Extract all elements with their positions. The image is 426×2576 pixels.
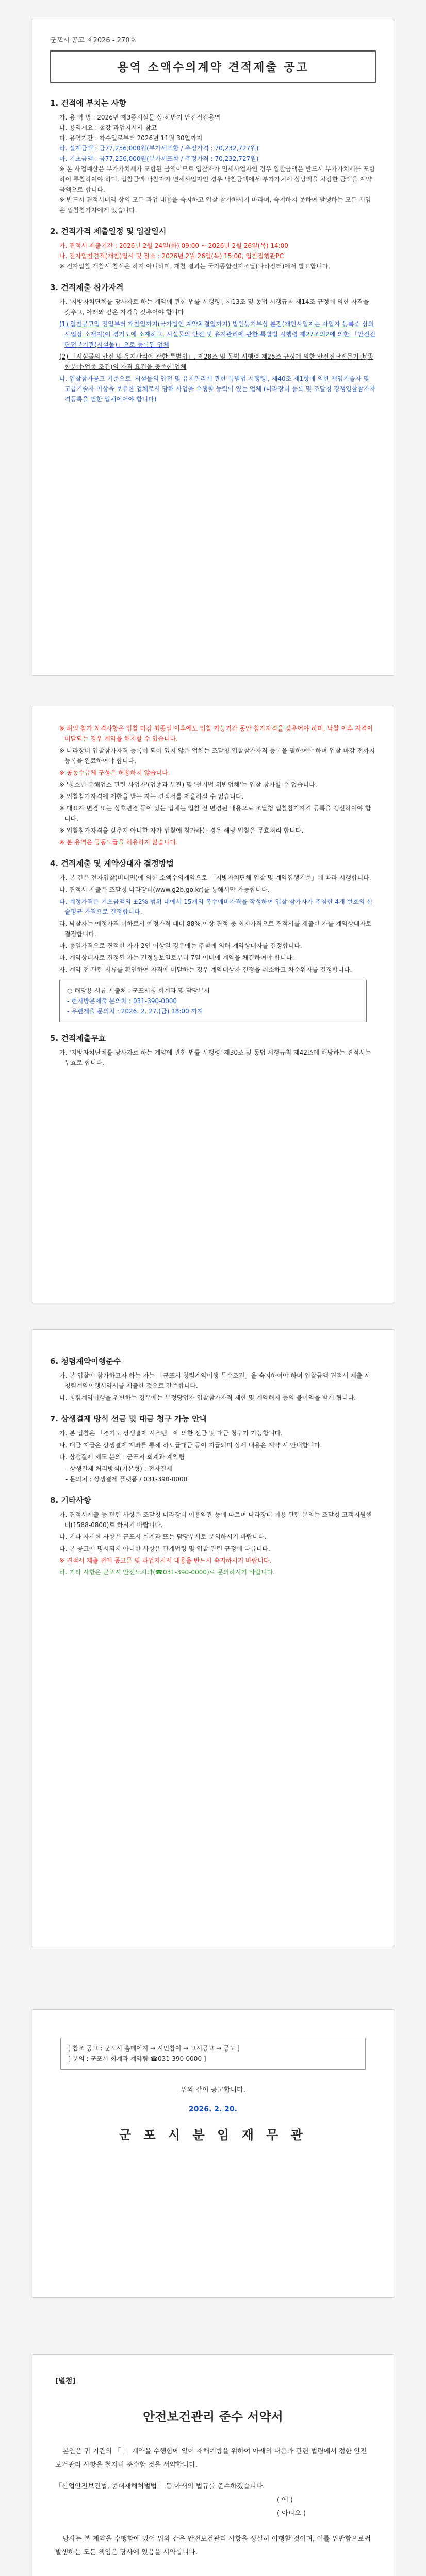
sec3-item (55, 351, 376, 372)
notice-page-4 (32, 2009, 394, 2298)
sec8-warning: ※ 견적서 제출 전에 공고문 및 과업지시서 내용을 반드시 숙지하시기 바랍니다. (59, 1557, 272, 1564)
notice-page-3 (32, 1329, 394, 1947)
sec4-item: 마. 동일가격으로 견적한 자가 2인 이상일 경우에는 추첨에 의해 계약상대자를 결정합니다. (59, 942, 302, 950)
sec3-note: ※ 대표자 변경 또는 상호변경 등이 있는 업체는 입찰 전 변경된 내용으로 조달청 입찰참가자격 등록을 갱신하여야 합니다. (59, 805, 371, 822)
sec1-row: 가. 용 역 명 : 2026년 제3종시설물 상·하반기 안전점검용역 (59, 114, 221, 121)
sec3-note-text: ※ 위의 참가 자격사항은 입찰 마감 최종일 이후에도 입찰 가능기간 동안 참가자격을 갖추어야 하며, 낙찰 이후 자격이 미달되는 경우 계약을 해지할 수 있습니다. (59, 725, 373, 742)
sec3-note-text: ※ 본 용역은 공동도급을 허용하지 않습니다. (59, 839, 178, 846)
sec3-item (55, 374, 376, 404)
sec1-row-design-price: 라. 설계금액 : 금77,256,000원(부가세포함 / 추정가격 : 70,232,727원) (59, 145, 259, 152)
sec4-item: 가. 본 건은 전자입찰(비대면)에 의한 소액수의계약으로 「지방자치단체 입찰 및 계약집행기준」에 따라 시행합니다. (59, 874, 371, 882)
section-7-heading: 7. 상생결제 방식 선금 및 대금 청구 가능 안내 (50, 1414, 207, 1423)
sec3-item-text: (2) 「시설물의 안전 및 유지관리에 관한 특별법」, 제28조 및 동법 시행령 제25조 규정에 의한 안전진단전문기관(종합분야·업종 조건)의 자격 요건을 충족한 업체 (59, 353, 373, 370)
sec8-item: 가. 견적서제출 등 관련 사항은 조달청 나라장터 이용약관 등에 따르며 나라장터 이용 관련 문의는 조달청 고객지원센터(1588-0800)로 하시기 바랍니다. (59, 1511, 372, 1529)
sec2-note: ※ 전자입찰 개찰시 참석은 하지 아니하며, 개찰 결과는 국가종합전자조달(나라장터)에서 발표합니다. (59, 263, 331, 270)
sec4-item: 사. 계약 전 관련 서류를 확인하여 자격에 미달하는 경우 계약대상자 결정을 취소하고 차순위자를 결정합니다. (59, 966, 352, 973)
sec3-item-text: 나. 입찰참가공고 기준으로 '시설물의 안전 및 유지관리에 관한 특별법 시행령', 제40조 제1항에 의한 책임기술자 및 고급기술자 이상을 보유한 업체로서 당해 사업을 수행할 능력이 있는 업체 (나라장터 등록 및 조달청 경쟁입찰참가자격등록을 필한 업체이어야 합니다) (59, 375, 375, 403)
sec8-item: 나. 기타 자세한 사항은 군포시 회계과 또는 담당부서로 문의하시기 바랍니다. (59, 1533, 267, 1540)
pledge-title: 안전보건관리 준수 서약서 (143, 2410, 283, 2424)
sec4-item (55, 896, 376, 917)
pledge-option-no[interactable]: ( 아니오 ) (277, 2510, 306, 2517)
notice-date: 2026. 2. 20. (189, 2105, 237, 2113)
sec1-note: ※ 본 사업예산은 부가가치세가 포함된 금액이므로 입찰자가 면세사업자인 경우 입찰금액은 반드시 부가가치세를 포함하여 투찰하여야 하며, 입찰금액 낙찰자가 면세사업자인 경우 낙찰금액에서 부가가치세 상당액을 차감한 금액을 계약금액으로 합니다. (59, 165, 375, 193)
sec7-sub: - 문의처 : 상생결제 플랫폼 / 031-390-0000 (65, 1476, 188, 1483)
sec1-note: ※ 반드시 견적서내역 상의 모든 과업 내용을 숙지하고 입찰 참가하시기 바라며, 숙지하지 못하여 발생하는 모든 책임은 입찰참가자에게 있습니다. (59, 196, 371, 214)
sec8-item-text: 라. 기타 사항은 군포시 안전도시과(☎031-390-0000)로 문의하시기 바랍니다. (59, 1569, 275, 1576)
sec2-period: 가. 견적서 제출기간 : 2026년 2월 24일(화) 09:00 ~ 2026년 2월 26일(목) 14:00 (59, 242, 288, 249)
sec1-row-base-price: 마. 기초금액 : 금77,256,000원(부가세포함 / 추정가격 : 70,232,727원) (59, 155, 259, 162)
sec3-note: ※ 나라장터 입찰참가자격 등록이 되어 있지 않은 업체는 조달청 입찰참가자격 등록을 필하여야 하며 입찰 마감 전까지 등록을 완료하여야 합니다. (59, 747, 375, 765)
sec4-item: 바. 계약상대자로 결정된 자는 결정통보일로부터 7일 이내에 계약을 체결하여야 합니다. (59, 954, 294, 961)
sec2-opening: 나. 전자입찰견적(개찰)일시 및 장소 : 2026년 2월 26일(목) 15:00, 입찰집행관PC (59, 252, 284, 260)
closing-statement: 위와 같이 공고합니다. (181, 2086, 245, 2094)
pledge-quote: 「산업안전보건법, 중대재해처벌법」 등 아래의 법규를 준수하겠습니다. (55, 2483, 265, 2490)
sec3-note (55, 723, 376, 744)
reference-line: [ 문의 : 군포시 회계과 계약팀 ☎031-390-0000 ] (68, 2055, 206, 2062)
section-4-heading: 4. 견적제출 및 계약상대자 결정방법 (50, 859, 174, 868)
sec6-item: 나. 청렴계약이행을 위반하는 경우에는 부정당업자 입찰참가자격 제한 및 계약해지 등의 불이익을 받게 됩니다. (59, 1394, 356, 1401)
pledge-paragraph: 당사는 본 계약을 수행함에 있어 위와 같은 안전보건관리 사항을 성실히 이행할 것이며, 이를 위반함으로써 발생하는 모든 책임은 당사에 있음을 서약합니다. (55, 2535, 371, 2556)
section-8-heading: 8. 기타사항 (50, 1496, 91, 1505)
sec3-item (55, 319, 376, 350)
sec3-note (55, 837, 376, 848)
section-1-heading: 1. 견적에 부치는 사항 (50, 98, 126, 108)
sec3-item-text: (1) 입찰공고일 전일부터 개찰일까지(국가법인 계약체결일까지) 법인등기부상 본점(개인사업자는 사업자 등록증 상의 사업장 소재지)이 경기도에 소재하고, 시설물의 안전 및 유지관리에 관한 특별법 시행령 제27조의2에 의한 「안전진단전문기관(시설물)」으로 등록된 업체 (59, 320, 376, 348)
pledge-paragraph: 본인은 귀 기관의 「 」 계약을 수행함에 있어 재해예방을 위하여 아래의 내용과 관련 법령에서 정한 안전보건관리 사항을 철저히 준수할 것을 서약합니다. (55, 2448, 367, 2469)
sec4-item-text: 다. 예정가격은 기초금액의 ±2% 범위 내에서 15개의 복수예비가격을 작성하여 입찰 참가자가 추첨한 4개 번호의 산술평균 가격으로 결정합니다. (59, 898, 373, 916)
notice-page-2 (32, 706, 394, 1303)
sec8-item: 다. 본 공고에 명시되지 아니한 사항은 관계법령 및 입찰 관련 규정에 따릅니다. (59, 1545, 270, 1552)
sec4-item: 라. 낙찰자는 예정가격 이하로서 예정가격 대비 88% 이상 견적 중 최저가격으로 견적서를 제출한 자를 계약상대자로 결정합니다. (59, 920, 372, 938)
section-3-heading: 3. 견적제출 참가자격 (50, 283, 124, 292)
sec7-item: 나. 대금 지급은 상생결제 계좌를 통해 하도급대금 등이 지급되며 상세 내용은 계약 시 안내합니다. (59, 1442, 322, 1449)
sec1-row: 다. 용역기간 : 착수일로부터 2026년 11월 30일까지 (59, 134, 203, 142)
sec3-note-text: ※ 공동수급체 구성은 허용하지 않습니다. (59, 769, 170, 776)
sec8-item (55, 1567, 376, 1578)
sec3-note: ※ '청소년 유해업소 관련 사업자'(업종과 무관) 및 '선거법 위반업체'는 입찰 참가할 수 없습니다. (59, 781, 317, 788)
annex-label: [별첨] (55, 2377, 76, 2385)
notice-title: 용역 소액수의계약 견적제출 공고 (50, 50, 376, 83)
pledge-page (32, 2354, 394, 2576)
notice-number: 군포시 공고 제2026 - 270호 (50, 37, 137, 44)
sec3-note (55, 768, 376, 778)
issuer-name: 군 포 시 분 임 재 무 관 (119, 2128, 307, 2142)
section-5-heading: 5. 견적제출무효 (50, 1033, 106, 1043)
submission-box-line: - 우편제출 문의처 : 2026. 2. 27.(금) 18:00 까지 (67, 1008, 203, 1015)
sec3-note: ※ 입찰참가자격을 갖추지 아니한 자가 입찰에 참가하는 경우 해당 입찰은 무효처리 합니다. (59, 827, 304, 834)
sec5-text: 가. '지방자치단체를 당사자로 하는 계약에 관한 법률 시행령' 제30조 및 동법 시행규칙 제42조에 해당하는 견적서는 무효로 합니다. (59, 1049, 371, 1066)
submission-box (59, 980, 367, 1022)
pledge-option-yes[interactable]: ( 예 ) (277, 2496, 293, 2504)
sec4-item: 나. 견적서 제출은 조달청 나라장터(www.g2b.go.kr)를 통해서만 가능합니다. (59, 886, 270, 893)
sec3-item: 가. '지방자치단체를 당사자로 하는 계약에 관한 법률 시행령', 제13조 및 동법 시행규칙 제14조 규정에 의한 자격을 갖추고, 아래와 같은 자격을 갖추어야 합니다. (59, 298, 369, 316)
reference-line: [ 참조 공고 : 군포시 홈페이지 → 시민참여 → 고시공고 → 공고 ] (68, 2045, 240, 2052)
sec7-sub: - 상생결제 처리방식(기본형) : 전자결제 (65, 1465, 172, 1472)
sec1-row: 나. 용역개요 : 철강 과업지시서 참고 (59, 124, 157, 131)
sec7-item: 가. 본 입찰은 「경기도 상생결제 시스템」에 의한 선금 및 대금 청구가 가능합니다. (59, 1430, 283, 1437)
reference-box (60, 2038, 366, 2070)
notice-page-1 (32, 19, 394, 676)
sec6-item: 가. 본 입찰에 참가하고자 하는 자는 「군포시 청렴계약이행 특수조건」을 숙지하여야 하며 입찰금액 견적서 제출 시 청렴계약이행서약서를 제출한 것으로 간주합니다. (59, 1372, 370, 1389)
section-6-heading: 6. 청렴계약이행준수 (50, 1357, 121, 1366)
submission-box-line: ○ 해당용 서류 제출처 : 군포시청 회계과 및 담당부서 (67, 987, 210, 994)
section-2-heading: 2. 견적가격 제출일정 및 입찰일시 (50, 227, 167, 236)
submission-box-line: - 현지방문제출 문의처 : 031-390-0000 (67, 997, 177, 1005)
sec3-note: ※ 입찰참가자격에 제한을 받는 자는 견적서를 제출하실 수 없습니다. (59, 793, 244, 800)
sec7-item: 다. 상생결제 제도 문의 : 군포시 회계과 계약팀 (59, 1453, 185, 1461)
